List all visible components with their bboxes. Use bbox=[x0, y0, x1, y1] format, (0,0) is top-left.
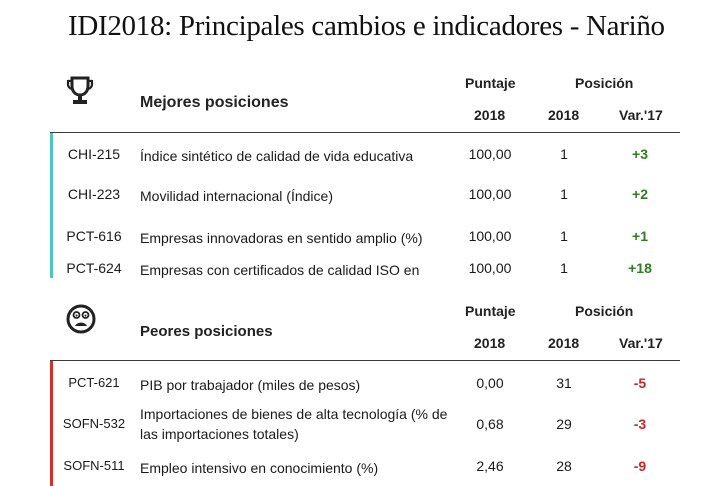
pos-year-header: 2018 bbox=[548, 335, 580, 351]
indicator-score: 100,00 bbox=[468, 228, 512, 244]
indicator-name: Empresas innovadoras en sentido amplio (%) bbox=[140, 230, 423, 246]
indicator-code: PCT-624 bbox=[66, 260, 122, 276]
page-title: IDI2018: Principales cambios e indicadores - Nariño bbox=[68, 10, 665, 42]
indicator-score: 0,68 bbox=[476, 416, 504, 432]
score-year-header: 2018 bbox=[474, 107, 506, 123]
indicator-position: 29 bbox=[556, 416, 572, 432]
worst-accent-bar bbox=[50, 361, 53, 486]
indicator-variation: -5 bbox=[633, 375, 647, 391]
posicion-header: Posición bbox=[575, 75, 634, 91]
indicator-score: 100,00 bbox=[468, 146, 512, 162]
best-positions-section bbox=[50, 68, 680, 278]
puntaje-header: Puntaje bbox=[465, 303, 516, 319]
indicator-name: Importaciones de bienes de alta tecnología (% de las importaciones totales) bbox=[140, 406, 448, 442]
indicator-code: SOFN-511 bbox=[63, 458, 125, 473]
indicator-code: PCT-616 bbox=[66, 228, 122, 244]
best-section-label: Mejores posiciones bbox=[140, 94, 289, 111]
sad-face-icon bbox=[66, 304, 96, 339]
indicator-variation: +1 bbox=[632, 228, 648, 244]
indicator-score: 100,00 bbox=[468, 186, 512, 202]
indicator-variation: -9 bbox=[633, 458, 647, 474]
var-header: Var.'17 bbox=[619, 107, 663, 123]
indicator-name: Empleo intensivo en conocimiento (%) bbox=[140, 460, 379, 476]
indicator-code: PCT-621 bbox=[68, 375, 120, 390]
indicator-position: 28 bbox=[556, 458, 572, 474]
indicator-code: CHI-215 bbox=[67, 146, 121, 162]
indicator-position: 1 bbox=[560, 186, 568, 202]
indicator-name: PIB por trabajador (miles de pesos) bbox=[140, 377, 361, 393]
indicator-variation: +3 bbox=[632, 146, 648, 162]
puntaje-header: Puntaje bbox=[465, 75, 516, 91]
best-accent-bar bbox=[50, 133, 53, 278]
trophy-icon bbox=[66, 76, 94, 111]
indicator-position: 1 bbox=[560, 146, 568, 162]
var-header: Var.'17 bbox=[619, 335, 663, 351]
posicion-header: Posición bbox=[575, 303, 634, 319]
indicator-name: Movilidad internacional (Índice) bbox=[140, 188, 333, 204]
score-year-header: 2018 bbox=[474, 335, 506, 351]
indicator-variation: -3 bbox=[633, 416, 647, 432]
best-header-rule bbox=[50, 132, 680, 133]
worst-header-rule bbox=[50, 360, 680, 361]
indicator-position: 31 bbox=[556, 375, 572, 391]
indicator-code: SOFN-532 bbox=[62, 416, 126, 431]
pos-year-header: 2018 bbox=[548, 107, 580, 123]
indicator-score: 0,00 bbox=[476, 375, 504, 391]
indicator-score: 100,00 bbox=[468, 260, 512, 276]
indicator-name: Índice sintético de calidad de vida educativa bbox=[140, 148, 414, 164]
indicator-code: CHI-223 bbox=[67, 186, 121, 202]
worst-section-label: Peores posiciones bbox=[140, 323, 273, 340]
indicator-variation: +2 bbox=[632, 186, 648, 202]
indicator-score: 2,46 bbox=[476, 458, 504, 474]
indicator-position: 1 bbox=[560, 228, 568, 244]
indicator-name: Empresas con certificados de calidad ISO en bbox=[140, 262, 420, 278]
indicator-position: 1 bbox=[560, 260, 568, 276]
worst-positions-section bbox=[50, 296, 680, 486]
indicator-variation: +18 bbox=[628, 260, 652, 276]
